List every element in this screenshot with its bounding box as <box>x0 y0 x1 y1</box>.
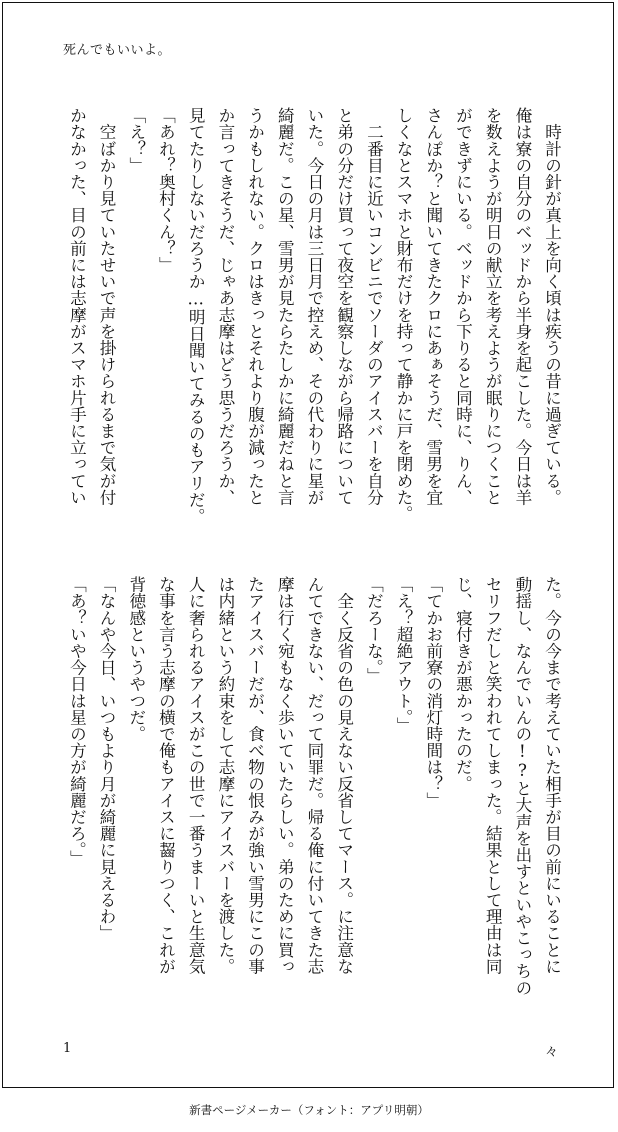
text-column: 二番目に近いコンビニでソーダのアイスバーを自分 <box>364 107 384 506</box>
text-column: いた。今日の月は三日月で控えめ、その代わりに星が <box>304 107 324 506</box>
footer-caption: 新書ページメーカー（フォント：アプリ明朝） <box>189 1103 429 1117</box>
text-column: 「あれ？奥村くん？」 <box>156 107 176 273</box>
text-column: 綺麗だ。この星、雪男が見たらたしかに綺麗だねと言 <box>275 107 295 506</box>
continuation-mark: 々 <box>545 1045 559 1060</box>
text-column: じ、寝付きが悪かったのだ。 <box>453 576 473 792</box>
text-column: しくなとスマホと財布だけを持って静かに戸を閉めた。 <box>394 107 414 522</box>
text-column: 「あ？いや今日は星の方が綺麗だろ。」 <box>67 576 87 867</box>
text-column: 時計の針が真上を向く頃は疾うの昔に過ぎている。 <box>542 107 562 506</box>
text-column: 背徳感というやつだ。 <box>126 576 146 742</box>
text-column: 「なんや今日、いつもより月が綺麗に見えるわ」 <box>97 576 117 942</box>
text-column: 「だろーな。」 <box>364 576 384 684</box>
text-column: んてできない、だって同罪だ。帰る俺に付いてきた志 <box>304 576 324 975</box>
text-column: な事を言う志摩の横で俺もアイスに齧りつく、これが <box>156 576 176 975</box>
text-column: か言ってきそうだ、じゃあ志摩はどう思うだろうか、 <box>215 107 235 506</box>
text-column: 俺は寮の自分のベッドから半身を起こした。今日は羊 <box>512 107 532 506</box>
text-column: 全く反省の色の見えない反省してマース。に注意な <box>334 576 354 975</box>
text-column: ができずにいる。ベッドから下りると同時に、りん、 <box>453 107 473 506</box>
text-column: 「え？超絶アウト。」 <box>394 576 414 734</box>
text-column: た。今の今まで考えていた相手が目の前にいることに <box>542 576 562 975</box>
page-frame <box>2 2 614 1088</box>
text-column: を数えようが明日の献立を考えようが眠りにつくこと <box>483 107 503 506</box>
page-number: 1 <box>63 1041 72 1056</box>
text-column: 摩は行く宛もなく歩いていたらしい。弟のために買っ <box>275 576 295 975</box>
text-column: と弟の分だけ買って夜空を観察しながら帰路について <box>334 107 354 506</box>
text-column: 人に奢られるアイスがこの世で一番うまーいと生意気 <box>186 576 206 975</box>
text-column: 空ばかり見ていたせいで声を掛けられるまで気が付 <box>97 107 117 506</box>
text-column: かなかった、目の前には志摩がスマホ片手に立ってい <box>67 107 87 506</box>
text-column: セリフだしと笑われてしまった。結果として理由は同 <box>483 576 503 975</box>
story-title: 死んでもいいよ。 <box>63 43 172 58</box>
text-column: うかもしれない。クロはきっとそれより腹が減ったと <box>245 107 265 506</box>
text-column: 「え？」 <box>126 107 146 174</box>
text-column: たアイスバーだが、食べ物の恨みが強い雪男にこの事 <box>245 576 265 975</box>
text-column: 動揺し、なんでいんの!?と大声を出すといやこっちの <box>512 576 532 996</box>
text-column: 見てたりしないだろうか…明日聞いてみるのもアリだ。 <box>186 107 206 525</box>
text-column: 「てかお前寮の消灯時間は？」 <box>423 576 443 809</box>
text-column: は内緒という約束をして志摩にアイスバーを渡した。 <box>215 576 235 975</box>
text-column: さんぽか？と聞いてきたクロにあぁそうだ、雪男を宜 <box>423 107 443 506</box>
